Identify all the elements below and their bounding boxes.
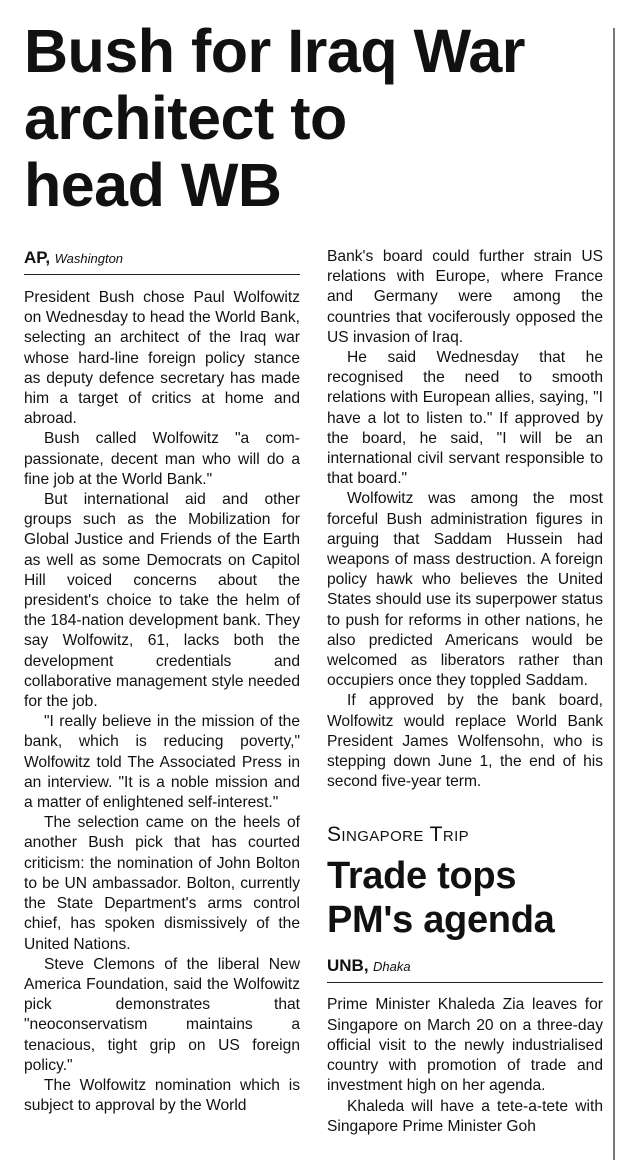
second-article-headline <box>327 854 603 942</box>
second-article-kicker: Singapore Trip <box>327 823 470 847</box>
second-byline <box>327 956 603 983</box>
byline-place: Dhaka <box>373 959 411 975</box>
article-paragraph: Bush called Wolfowitz "a compassionate, decent man who will do a fine job at the World Bank." <box>24 430 300 488</box>
headline-line: architect to <box>24 84 347 152</box>
article-column-2 <box>327 247 603 1137</box>
article-paragraph: He said Wednesday that he recognised the need to smooth relations with European allies, saying, "I have a lot to listen to." If approved by the board, he said, "I will be an international civil servant responsible to that board." <box>327 349 603 488</box>
main-headline <box>24 18 614 219</box>
article-paragraph: "I really believe in the mission of the bank, which is reducing poverty," Wolfowitz told The Associated Press in an interview. "It is a noble mission and a matter of enlightened self-interest." <box>24 713 300 812</box>
article-paragraph: But international aid and other groups such as the Mobilization for Global Justice and Friends of the Earth as well as some Democrats on Capitol Hill voiced concerns about the president's choice to take the helm of the 184-nation development bank. They say Wolfowitz, 61, lacks both the development credentials and collaborative management style needed for the job. <box>24 491 300 711</box>
byline-agency: AP, <box>24 248 51 267</box>
article-paragraph: President Bush chose Paul Wolfowitz on Wednesday to head the World Bank, selecting an architect of the Iraq war whose hard-line foreign policy stance as deputy defence secretary has made him a target of critics at home and abroad. <box>24 289 300 428</box>
headline-line: Bush for Iraq War <box>24 17 526 85</box>
subhead-line: Trade tops <box>327 855 517 898</box>
byline <box>24 248 300 275</box>
article-paragraph: Prime Minister Khaleda Zia leaves for Singapore on March 20 on a three-day official visit to the newly industrialised country with promotion of trade and investment high on her agenda. <box>327 996 603 1095</box>
article-paragraph: If approved by the bank board, Wolfowitz would replace World Bank President James Wolfensohn, who is stepping down June 1, the end of his second five-year term. <box>327 692 603 791</box>
article-paragraph: Wolfowitz was among the most forceful Bush administration figures in arguing that Saddam Hussein had weapons of mass destruction. A foreign policy hawk who believes the United States should use its superpower status to push for reforms in other nations, he also predicted Americans would be welcomed as liberators rather than occupiers once they toppled Saddam. <box>327 490 603 690</box>
headline-line: head WB <box>24 151 282 219</box>
subhead-line: PM's agenda <box>327 899 555 942</box>
article-paragraph: Khaleda will have a tete-a-tete with Singapore Prime Minister Goh <box>327 1097 603 1135</box>
byline-place: Washington <box>54 251 124 266</box>
article-paragraph: Bank's board could further strain US relations with Europe, where France and Germany were among the countries that vociferously opposed the US invasion of Iraq. <box>327 248 603 346</box>
column-divider <box>613 28 615 1160</box>
article-paragraph: The Wolfowitz nomination which is subject to approval by the World <box>24 1076 300 1115</box>
article-paragraph: Steve Clemons of the liberal New America Foundation, said the Wolfowitz pick demonstrates that "neoconservatism maintains a tenacious, tight grip on US foreign policy." <box>24 955 300 1074</box>
byline-agency: UNB, <box>327 956 369 976</box>
article-paragraph: The selection came on the heels of another Bush pick that has courted criticism: the nomination of John Bolton to be UN ambassador. Bolton, currently the State Department's arms control chief, has spoken dismissively of the United Nations. <box>24 814 300 953</box>
article-column-1 <box>24 248 300 1116</box>
